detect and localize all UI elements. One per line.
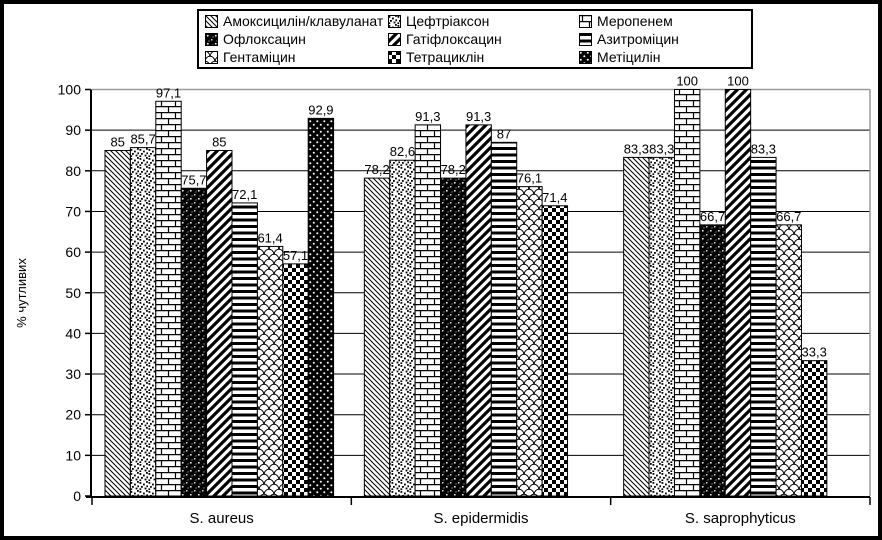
value-label: 83,3: [649, 141, 675, 157]
legend-swatch-icon: [205, 33, 218, 46]
legend-swatch-icon: [388, 51, 401, 64]
legend-item: [579, 49, 751, 65]
bar: [130, 148, 155, 496]
legend-item: [388, 13, 579, 29]
bar: [517, 187, 542, 496]
legend: [197, 9, 753, 69]
legend-label: Амоксицилін/клавуланат: [223, 13, 384, 29]
bar: [700, 225, 725, 496]
legend-item: [388, 49, 579, 65]
bar: [776, 225, 801, 496]
legend-swatch-icon: [388, 33, 401, 46]
bar: [649, 157, 674, 496]
bar: [415, 125, 440, 496]
legend-label: Меропенем: [597, 13, 673, 29]
bar: [542, 206, 567, 496]
legend-item: [388, 31, 579, 47]
value-label: 66,7: [776, 208, 802, 224]
value-label: 97,1: [155, 85, 182, 101]
value-label: 85,7: [130, 131, 156, 147]
bar: [801, 361, 826, 496]
legend-swatch-icon: [579, 51, 592, 64]
legend-swatch-icon: [205, 15, 218, 28]
value-label: 91,3: [465, 108, 492, 124]
bar: [156, 101, 181, 496]
bar: [364, 178, 389, 496]
value-label: 83,3: [623, 141, 650, 157]
legend-label: Азитроміцин: [597, 31, 679, 47]
bar: [751, 157, 776, 496]
value-label: 33,3: [801, 344, 827, 360]
bar: [181, 188, 206, 496]
bar: [105, 150, 130, 496]
bar: [232, 203, 257, 496]
legend-item: [205, 49, 388, 65]
y-tick-label: 90: [65, 122, 81, 139]
bar: [283, 264, 308, 496]
category-label: S. epidermidis: [433, 510, 529, 527]
legend-item: [205, 31, 388, 47]
bar: [441, 178, 466, 496]
bar: [207, 150, 232, 496]
bars-group: [105, 90, 827, 497]
bar: [466, 125, 491, 496]
value-label: 85: [212, 134, 227, 150]
y-tick-label: 20: [65, 406, 81, 423]
legend-label: Метіцилін: [597, 49, 661, 65]
bar: [390, 160, 415, 496]
bar: [308, 118, 333, 496]
value-label: 78,2: [364, 162, 390, 178]
bar: [725, 90, 750, 497]
value-label: 66,7: [699, 208, 726, 224]
legend-item: [579, 31, 751, 47]
value-label: 91,3: [415, 108, 441, 124]
y-tick-label: 10: [65, 447, 81, 464]
value-label: 72,1: [232, 186, 258, 202]
value-label: 100: [727, 73, 749, 89]
y-tick-label: 70: [65, 203, 81, 220]
value-label: 92,9: [308, 102, 334, 118]
value-label: 85: [110, 134, 125, 150]
y-tick-label: 50: [65, 284, 81, 301]
bar: [674, 90, 699, 497]
legend-item: [579, 13, 751, 29]
value-label: 83,3: [750, 141, 777, 157]
y-axis-title: % чутливих: [14, 258, 29, 328]
legend-swatch-icon: [388, 15, 401, 28]
value-label: 71,4: [542, 189, 568, 205]
bar: [257, 246, 282, 496]
bar: [624, 157, 649, 496]
y-tick-label: 40: [65, 325, 81, 342]
y-tick-label: 100: [57, 81, 81, 98]
y-tick-label: 80: [65, 162, 81, 179]
legend-label: Гатіфлоксацин: [406, 31, 502, 47]
legend-swatch-icon: [579, 15, 592, 28]
y-tick-label: 30: [65, 366, 81, 383]
y-tick-label: 60: [65, 244, 81, 261]
value-label: 100: [676, 73, 699, 89]
legend-label: Гентаміцин: [223, 49, 296, 65]
category-label: S. saprophyticus: [684, 510, 796, 527]
bar: [491, 142, 516, 496]
legend-swatch-icon: [205, 51, 218, 64]
legend-item: [205, 13, 388, 29]
legend-label: Тетрациклін: [406, 49, 485, 65]
value-label: 87: [496, 126, 512, 142]
value-label: 75,7: [181, 172, 207, 188]
value-label: 76,1: [516, 170, 543, 186]
legend-label: Офлоксацин: [223, 31, 306, 47]
value-label: 61,4: [257, 230, 283, 246]
value-label: 57,1: [282, 247, 309, 263]
value-label: 82,6: [389, 144, 416, 160]
value-label: 78,2: [440, 162, 466, 178]
y-tick-label: 0: [73, 488, 81, 504]
legend-swatch-icon: [579, 33, 592, 46]
category-label: S. aureus: [189, 510, 254, 527]
bar-chart-canvas: [4, 4, 882, 540]
legend-label: Цефтріаксон: [406, 13, 490, 29]
